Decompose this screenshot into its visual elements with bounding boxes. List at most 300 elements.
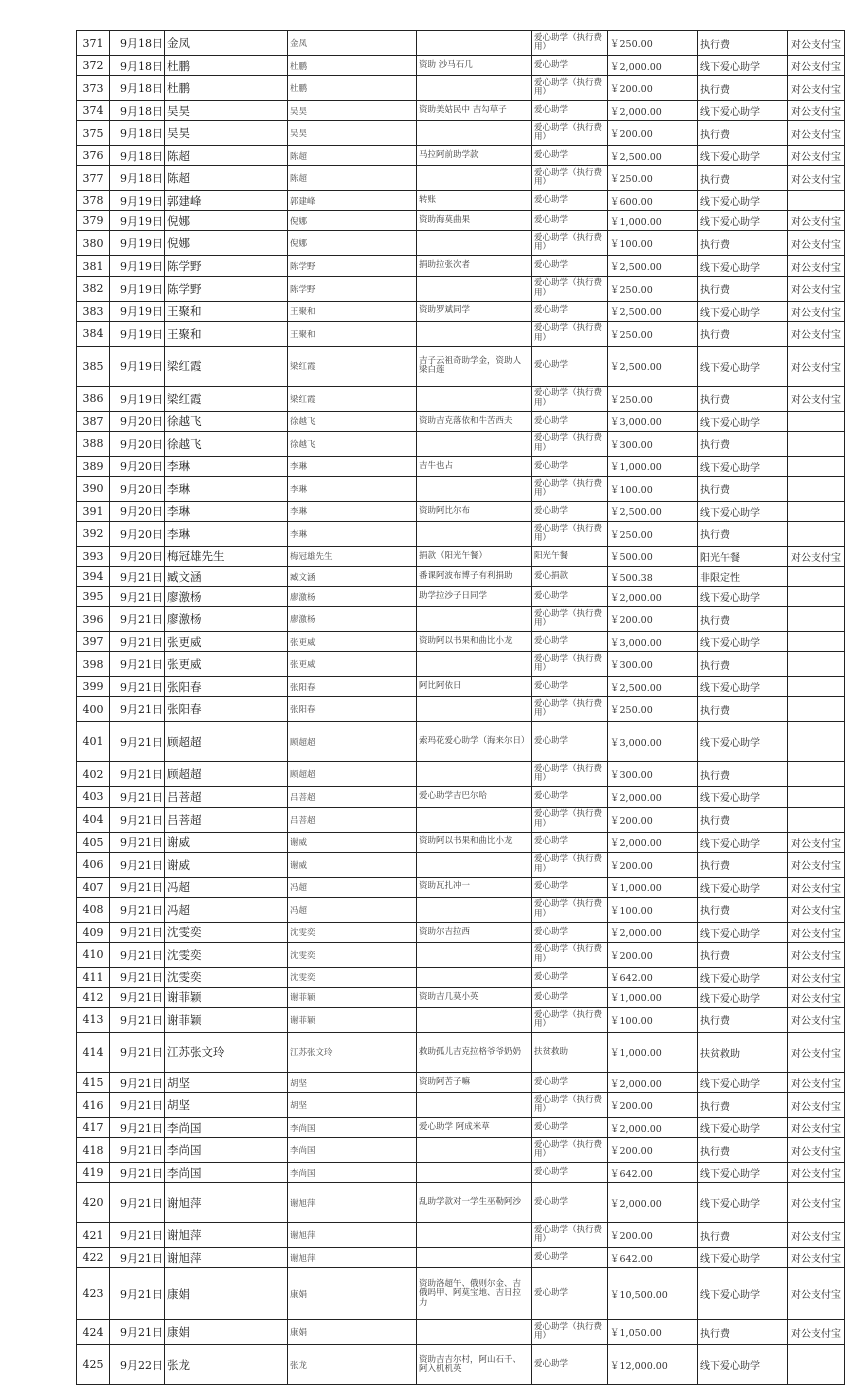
row-donor: 康娟 — [165, 1320, 288, 1345]
row-amount: ￥250.00 — [608, 321, 698, 346]
row-category: 爱心助学 — [532, 256, 608, 276]
row-payment-channel — [788, 652, 845, 677]
row-donor: 梁红霞 — [165, 386, 288, 411]
row-date: 9月21日 — [110, 587, 165, 607]
row-donor: 梅冠雄先生 — [165, 546, 288, 566]
table-row — [77, 807, 845, 832]
row-amount: ￥200.00 — [608, 1223, 698, 1248]
row-donor: 倪娜 — [165, 231, 288, 256]
row-payer: 谢旭萍 — [288, 1183, 417, 1223]
row-number: 405 — [77, 832, 110, 852]
row-payment-channel — [788, 431, 845, 456]
row-amount: ￥2,500.00 — [608, 677, 698, 697]
row-purpose: 资助 沙马石几 — [417, 56, 532, 76]
row-payment-channel — [788, 607, 845, 632]
row-category: 爱心助学（执行费用） — [532, 321, 608, 346]
row-number: 375 — [77, 121, 110, 146]
row-purpose — [417, 1007, 532, 1032]
row-donor: 谢旭萍 — [165, 1223, 288, 1248]
row-amount: ￥642.00 — [608, 1163, 698, 1183]
table-row — [77, 1138, 845, 1163]
row-amount: ￥3,000.00 — [608, 411, 698, 431]
row-purpose — [417, 1138, 532, 1163]
row-payer: 倪娜 — [288, 211, 417, 231]
row-amount: ￥2,000.00 — [608, 1183, 698, 1223]
row-date: 9月19日 — [110, 301, 165, 321]
row-payment-channel: 对公支付宝 — [788, 321, 845, 346]
row-payment-channel: 对公支付宝 — [788, 31, 845, 56]
table-row — [77, 1345, 845, 1385]
table-row — [77, 1320, 845, 1345]
row-amount: ￥2,000.00 — [608, 587, 698, 607]
row-type: 执行费 — [698, 166, 788, 191]
table-row — [77, 166, 845, 191]
row-category: 爱心助学 — [532, 301, 608, 321]
row-payment-channel: 对公支付宝 — [788, 897, 845, 922]
row-date: 9月18日 — [110, 146, 165, 166]
row-donor: 廖激杨 — [165, 587, 288, 607]
row-number: 389 — [77, 456, 110, 476]
table-row — [77, 587, 845, 607]
row-payment-channel: 对公支付宝 — [788, 166, 845, 191]
row-type: 执行费 — [698, 386, 788, 411]
row-payment-channel — [788, 677, 845, 697]
row-donor: 张龙 — [165, 1345, 288, 1385]
table-row — [77, 1163, 845, 1183]
row-donor: 梁红霞 — [165, 346, 288, 386]
row-payer: 李尚国 — [288, 1138, 417, 1163]
row-amount: ￥200.00 — [608, 852, 698, 877]
row-amount: ￥200.00 — [608, 607, 698, 632]
row-payer: 李尚国 — [288, 1118, 417, 1138]
row-category: 爱心助学 — [532, 1268, 608, 1320]
row-date: 9月19日 — [110, 231, 165, 256]
row-amount: ￥250.00 — [608, 276, 698, 301]
row-type: 线下爱心助学 — [698, 256, 788, 276]
row-category: 爱心助学（执行费用） — [532, 166, 608, 191]
row-category: 爱心助学（执行费用） — [532, 1138, 608, 1163]
row-payment-channel — [788, 476, 845, 501]
row-amount: ￥250.00 — [608, 166, 698, 191]
row-number: 391 — [77, 501, 110, 521]
row-payer: 吴昊 — [288, 121, 417, 146]
row-payer: 陈学野 — [288, 256, 417, 276]
row-payer: 杜鹏 — [288, 56, 417, 76]
row-donor: 吴昊 — [165, 121, 288, 146]
row-payer: 谢旭萍 — [288, 1248, 417, 1268]
row-payer: 徐越飞 — [288, 431, 417, 456]
table-row — [77, 191, 845, 211]
table-row — [77, 476, 845, 501]
row-donor: 陈学野 — [165, 276, 288, 301]
row-type: 线下爱心助学 — [698, 101, 788, 121]
row-date: 9月21日 — [110, 1268, 165, 1320]
row-date: 9月21日 — [110, 852, 165, 877]
row-date: 9月21日 — [110, 942, 165, 967]
row-date: 9月21日 — [110, 807, 165, 832]
row-date: 9月21日 — [110, 787, 165, 807]
row-type: 执行费 — [698, 897, 788, 922]
row-category: 爱心助学 — [532, 101, 608, 121]
row-payer: 吕菩超 — [288, 787, 417, 807]
row-purpose: 资助阿以书果和曲比小龙 — [417, 632, 532, 652]
row-number: 388 — [77, 431, 110, 456]
row-date: 9月20日 — [110, 501, 165, 521]
table-row — [77, 31, 845, 56]
row-purpose: 吉子云祖奇助学金，资助人梁白莲 — [417, 346, 532, 386]
row-date: 9月21日 — [110, 877, 165, 897]
row-payer: 吕菩超 — [288, 807, 417, 832]
row-number: 379 — [77, 211, 110, 231]
row-donor: 张更威 — [165, 632, 288, 652]
row-amount: ￥3,000.00 — [608, 722, 698, 762]
table-row — [77, 1183, 845, 1223]
row-purpose — [417, 807, 532, 832]
row-purpose — [417, 166, 532, 191]
table-row — [77, 146, 845, 166]
row-date: 9月21日 — [110, 832, 165, 852]
row-amount: ￥250.00 — [608, 521, 698, 546]
row-type: 执行费 — [698, 762, 788, 787]
row-payment-channel: 对公支付宝 — [788, 56, 845, 76]
row-purpose — [417, 1248, 532, 1268]
row-type: 线下爱心助学 — [698, 501, 788, 521]
row-payment-channel: 对公支付宝 — [788, 922, 845, 942]
row-date: 9月21日 — [110, 1007, 165, 1032]
row-number: 421 — [77, 1223, 110, 1248]
row-category: 爱心助学 — [532, 1163, 608, 1183]
row-number: 396 — [77, 607, 110, 632]
row-type: 线下爱心助学 — [698, 1345, 788, 1385]
row-type: 线下爱心助学 — [698, 146, 788, 166]
row-date: 9月19日 — [110, 321, 165, 346]
row-number: 413 — [77, 1007, 110, 1032]
table-row — [77, 567, 845, 587]
row-category: 爱心助学 — [532, 967, 608, 987]
row-donor: 吴昊 — [165, 101, 288, 121]
row-purpose: 资助海莫曲果 — [417, 211, 532, 231]
row-type: 执行费 — [698, 1093, 788, 1118]
row-number: 390 — [77, 476, 110, 501]
row-date: 9月21日 — [110, 897, 165, 922]
row-purpose — [417, 762, 532, 787]
row-type: 线下爱心助学 — [698, 922, 788, 942]
row-number: 408 — [77, 897, 110, 922]
row-payer: 沈雯奕 — [288, 922, 417, 942]
row-amount: ￥1,000.00 — [608, 456, 698, 476]
row-number: 387 — [77, 411, 110, 431]
row-number: 395 — [77, 587, 110, 607]
row-donor: 李琳 — [165, 501, 288, 521]
row-purpose: 资助吉吉尔村，阿山石千、阿入机机英 — [417, 1345, 532, 1385]
row-purpose — [417, 386, 532, 411]
row-donor: 谢菲颖 — [165, 987, 288, 1007]
row-payer: 康娟 — [288, 1320, 417, 1345]
row-number: 425 — [77, 1345, 110, 1385]
row-category: 爱心助学（执行费用） — [532, 1007, 608, 1032]
row-number: 401 — [77, 722, 110, 762]
row-payment-channel: 对公支付宝 — [788, 1163, 845, 1183]
row-type: 线下爱心助学 — [698, 1268, 788, 1320]
row-type: 线下爱心助学 — [698, 587, 788, 607]
row-purpose — [417, 31, 532, 56]
row-payer: 王聚和 — [288, 321, 417, 346]
row-date: 9月21日 — [110, 677, 165, 697]
row-type: 执行费 — [698, 697, 788, 722]
row-category: 扶贫救助 — [532, 1032, 608, 1072]
row-purpose: 助学拉沙子日同学 — [417, 587, 532, 607]
row-payment-channel: 对公支付宝 — [788, 852, 845, 877]
row-type: 线下爱心助学 — [698, 677, 788, 697]
row-payer: 顾超超 — [288, 722, 417, 762]
row-payment-channel — [788, 411, 845, 431]
table-row — [77, 256, 845, 276]
row-donor: 徐越飞 — [165, 431, 288, 456]
row-number: 400 — [77, 697, 110, 722]
row-donor: 康娟 — [165, 1268, 288, 1320]
row-number: 399 — [77, 677, 110, 697]
row-purpose: 资助阿以书果和曲比小龙 — [417, 832, 532, 852]
table-row — [77, 1118, 845, 1138]
row-purpose — [417, 607, 532, 632]
table-row — [77, 967, 845, 987]
row-donor: 胡坚 — [165, 1093, 288, 1118]
row-date: 9月21日 — [110, 922, 165, 942]
row-donor: 李琳 — [165, 456, 288, 476]
row-donor: 冯超 — [165, 897, 288, 922]
row-category: 爱心助学 — [532, 632, 608, 652]
row-donor: 陈学野 — [165, 256, 288, 276]
row-category: 爱心助学（执行费用） — [532, 697, 608, 722]
row-payer: 张阳春 — [288, 697, 417, 722]
table-row — [77, 897, 845, 922]
row-purpose: 资助罗斌同学 — [417, 301, 532, 321]
row-amount: ￥1,050.00 — [608, 1320, 698, 1345]
row-date: 9月18日 — [110, 101, 165, 121]
row-category: 爱心捐款 — [532, 567, 608, 587]
row-payment-channel: 对公支付宝 — [788, 386, 845, 411]
table-row — [77, 501, 845, 521]
row-payment-channel: 对公支付宝 — [788, 1138, 845, 1163]
table-row — [77, 546, 845, 566]
row-donor: 李尚国 — [165, 1118, 288, 1138]
row-donor: 陈超 — [165, 166, 288, 191]
row-purpose: 转账 — [417, 191, 532, 211]
row-payment-channel — [788, 762, 845, 787]
row-number: 424 — [77, 1320, 110, 1345]
row-purpose: 资助阿苦子嘛 — [417, 1072, 532, 1092]
row-donor: 沈雯奕 — [165, 922, 288, 942]
row-type: 执行费 — [698, 807, 788, 832]
row-category: 阳光午餐 — [532, 546, 608, 566]
row-amount: ￥10,500.00 — [608, 1268, 698, 1320]
row-category: 爱心助学（执行费用） — [532, 121, 608, 146]
row-type: 执行费 — [698, 607, 788, 632]
row-amount: ￥2,000.00 — [608, 1118, 698, 1138]
table-row — [77, 301, 845, 321]
row-category: 爱心助学 — [532, 832, 608, 852]
row-date: 9月20日 — [110, 456, 165, 476]
row-date: 9月22日 — [110, 1345, 165, 1385]
row-number: 415 — [77, 1072, 110, 1092]
row-payer: 陈学野 — [288, 276, 417, 301]
table-row — [77, 1248, 845, 1268]
table-row — [77, 321, 845, 346]
row-type: 执行费 — [698, 852, 788, 877]
row-type: 线下爱心助学 — [698, 967, 788, 987]
row-date: 9月19日 — [110, 256, 165, 276]
row-type: 执行费 — [698, 942, 788, 967]
table-row — [77, 76, 845, 101]
row-donor: 张阳春 — [165, 677, 288, 697]
row-category: 爱心助学（执行费用） — [532, 76, 608, 101]
row-payer: 张龙 — [288, 1345, 417, 1385]
row-purpose — [417, 942, 532, 967]
row-number: 378 — [77, 191, 110, 211]
row-number: 374 — [77, 101, 110, 121]
row-number: 411 — [77, 967, 110, 987]
table-row — [77, 1268, 845, 1320]
row-payer: 沈雯奕 — [288, 967, 417, 987]
row-payment-channel: 对公支付宝 — [788, 1223, 845, 1248]
row-date: 9月21日 — [110, 967, 165, 987]
row-donor: 臧文涵 — [165, 567, 288, 587]
row-payment-channel: 对公支付宝 — [788, 546, 845, 566]
row-category: 爱心助学（执行费用） — [532, 607, 608, 632]
table-row — [77, 832, 845, 852]
row-payer: 梅冠雄先生 — [288, 546, 417, 566]
row-category: 爱心助学 — [532, 1248, 608, 1268]
row-payment-channel: 对公支付宝 — [788, 1248, 845, 1268]
row-payer: 杜鹏 — [288, 76, 417, 101]
row-date: 9月19日 — [110, 386, 165, 411]
row-payment-channel: 对公支付宝 — [788, 276, 845, 301]
row-donor: 谢威 — [165, 832, 288, 852]
row-purpose: 资助阿比尔布 — [417, 501, 532, 521]
row-amount: ￥2,000.00 — [608, 787, 698, 807]
row-type: 线下爱心助学 — [698, 211, 788, 231]
row-payer: 谢威 — [288, 852, 417, 877]
row-category: 爱心助学 — [532, 501, 608, 521]
row-date: 9月21日 — [110, 607, 165, 632]
row-number: 412 — [77, 987, 110, 1007]
table-row — [77, 431, 845, 456]
row-number: 423 — [77, 1268, 110, 1320]
row-purpose — [417, 1093, 532, 1118]
row-number: 417 — [77, 1118, 110, 1138]
row-payer: 冯超 — [288, 877, 417, 897]
row-payer: 李琳 — [288, 521, 417, 546]
table-row — [77, 121, 845, 146]
row-donor: 沈雯奕 — [165, 942, 288, 967]
row-date: 9月19日 — [110, 211, 165, 231]
row-date: 9月21日 — [110, 1183, 165, 1223]
row-number: 422 — [77, 1248, 110, 1268]
row-date: 9月20日 — [110, 546, 165, 566]
row-purpose — [417, 231, 532, 256]
row-number: 381 — [77, 256, 110, 276]
row-number: 418 — [77, 1138, 110, 1163]
row-payer: 李琳 — [288, 476, 417, 501]
table-row — [77, 762, 845, 787]
row-purpose: 资助瓦扎冲一 — [417, 877, 532, 897]
row-date: 9月19日 — [110, 191, 165, 211]
row-amount: ￥2,000.00 — [608, 832, 698, 852]
row-amount: ￥300.00 — [608, 762, 698, 787]
row-type: 执行费 — [698, 276, 788, 301]
row-payment-channel: 对公支付宝 — [788, 346, 845, 386]
row-date: 9月18日 — [110, 31, 165, 56]
row-amount: ￥1,000.00 — [608, 877, 698, 897]
row-donor: 郭建峰 — [165, 191, 288, 211]
row-type: 执行费 — [698, 31, 788, 56]
row-category: 爱心助学（执行费用） — [532, 1093, 608, 1118]
row-payer: 臧文涵 — [288, 567, 417, 587]
row-purpose: 阿比阿依日 — [417, 677, 532, 697]
row-number: 386 — [77, 386, 110, 411]
row-donor: 沈雯奕 — [165, 967, 288, 987]
row-payer: 李琳 — [288, 456, 417, 476]
row-payment-channel: 对公支付宝 — [788, 1118, 845, 1138]
row-payer: 冯超 — [288, 897, 417, 922]
row-category: 爱心助学（执行费用） — [532, 521, 608, 546]
table-row — [77, 101, 845, 121]
row-payment-channel: 对公支付宝 — [788, 301, 845, 321]
row-type: 执行费 — [698, 321, 788, 346]
row-date: 9月21日 — [110, 567, 165, 587]
row-payment-channel: 对公支付宝 — [788, 877, 845, 897]
row-number: 404 — [77, 807, 110, 832]
row-amount: ￥12,000.00 — [608, 1345, 698, 1385]
row-purpose: 救助孤儿吉克拉格爷爷奶奶 — [417, 1032, 532, 1072]
row-payment-channel: 对公支付宝 — [788, 211, 845, 231]
row-payer: 倪娜 — [288, 231, 417, 256]
row-payment-channel: 对公支付宝 — [788, 1072, 845, 1092]
row-type: 线下爱心助学 — [698, 787, 788, 807]
row-payment-channel — [788, 191, 845, 211]
row-date: 9月21日 — [110, 1093, 165, 1118]
row-category: 爱心助学（执行费用） — [532, 431, 608, 456]
table-row — [77, 722, 845, 762]
row-type: 执行费 — [698, 652, 788, 677]
row-purpose: 索玛花爱心助学（海来尔日） — [417, 722, 532, 762]
row-payer: 陈超 — [288, 166, 417, 191]
row-number: 382 — [77, 276, 110, 301]
row-purpose — [417, 697, 532, 722]
row-number: 416 — [77, 1093, 110, 1118]
row-payer: 廖激杨 — [288, 587, 417, 607]
row-payment-channel — [788, 807, 845, 832]
row-number: 407 — [77, 877, 110, 897]
row-category: 爱心助学 — [532, 722, 608, 762]
row-payment-channel: 对公支付宝 — [788, 1320, 845, 1345]
row-payer: 李尚国 — [288, 1163, 417, 1183]
row-donor: 杜鹏 — [165, 76, 288, 101]
row-number: 371 — [77, 31, 110, 56]
row-purpose — [417, 521, 532, 546]
row-donor: 李尚国 — [165, 1163, 288, 1183]
row-type: 执行费 — [698, 1007, 788, 1032]
row-donor: 王聚和 — [165, 321, 288, 346]
row-number: 397 — [77, 632, 110, 652]
row-purpose: 资助尔吉拉西 — [417, 922, 532, 942]
table-row — [77, 1032, 845, 1072]
row-category: 爱心助学 — [532, 677, 608, 697]
row-payment-channel: 对公支付宝 — [788, 256, 845, 276]
row-amount: ￥100.00 — [608, 897, 698, 922]
row-amount: ￥2,000.00 — [608, 101, 698, 121]
row-date: 9月20日 — [110, 521, 165, 546]
